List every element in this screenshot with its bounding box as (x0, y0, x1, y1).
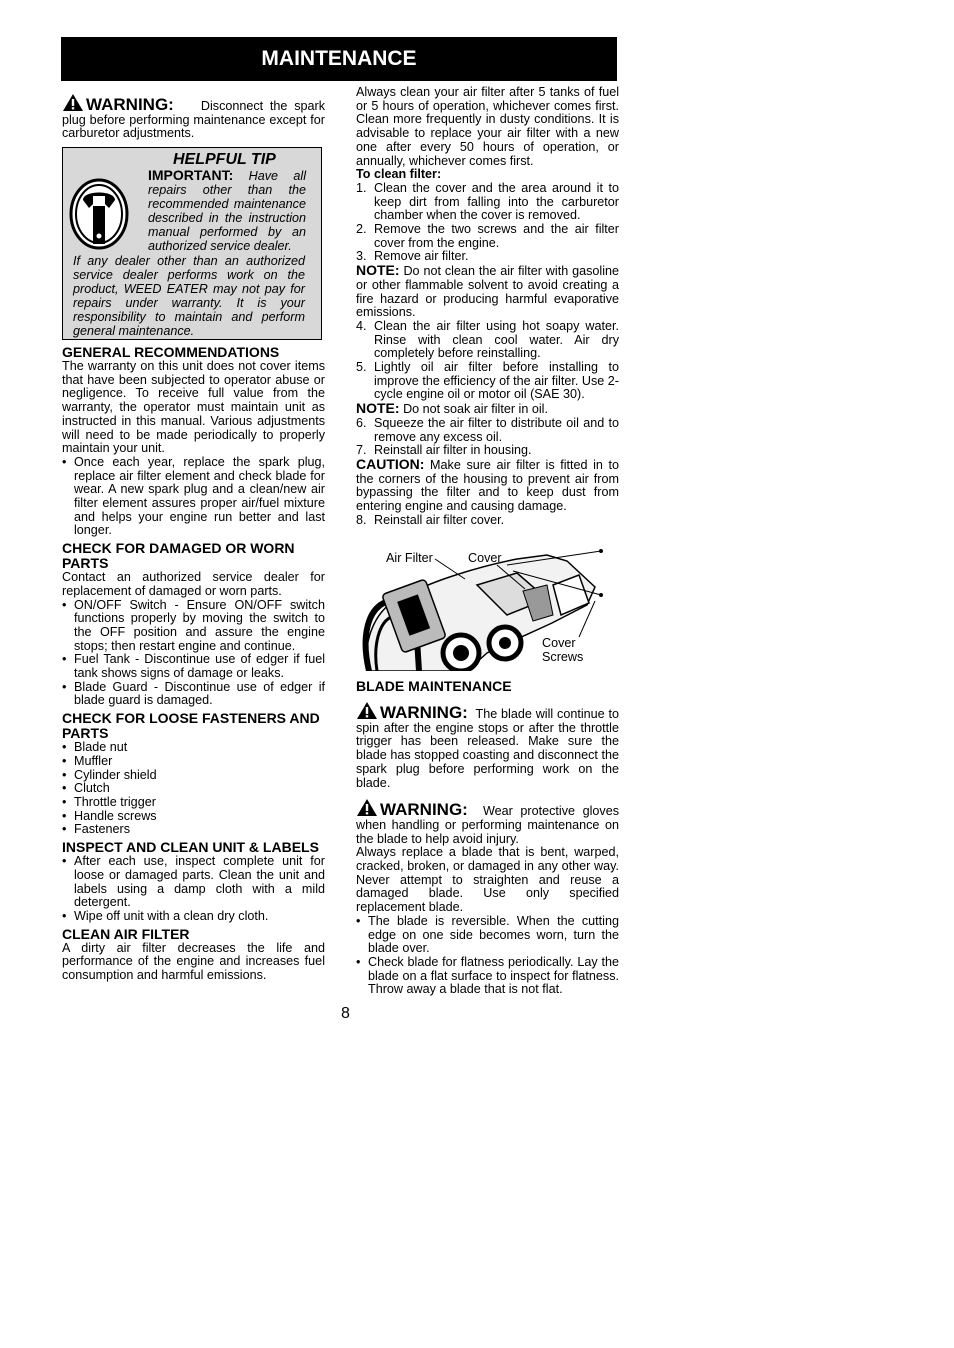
step-item (356, 182, 619, 223)
list-item: • Fuel Tank - Discontinue use of edger if fuel tank shows signs of damage or leaks. (62, 653, 325, 680)
blade-list (356, 915, 619, 997)
caution-text: Make sure air filter is fitted in to the corners of the housing to prevent air from bypassing the filter and to keep dust from entering engine and causing damage. (356, 457, 620, 514)
right-column-top (356, 86, 619, 528)
step-item (356, 223, 619, 250)
warning-text: Wear protective gloves when handling or performing maintenance on the blade to help avoid injury. (356, 804, 619, 846)
note-label: NOTE: (356, 400, 400, 417)
list-item: • Handle screws (62, 810, 325, 824)
inspect-clean-heading: INSPECT AND CLEAN UNIT & LABELS (62, 839, 319, 856)
to-clean-filter-label: To clean filter: (356, 167, 442, 182)
list-item: • Blade Guard - Discontinue use of edger if blade guard is damaged. (62, 681, 325, 708)
list-item: • Throttle trigger (62, 796, 325, 810)
warning-block (62, 93, 325, 141)
air-filter-figure (357, 545, 619, 671)
note-2 (356, 402, 619, 417)
list-item: • Fasteners (62, 823, 325, 837)
clean-air-filter-text: A dirty air filter decreases the life and performance of the engine and increases fuel consumption and harmful emissions. (62, 940, 325, 983)
warning-text: Disconnect the spark plug before performing maintenance except for carburetor adjustments. (62, 99, 325, 141)
caution (356, 455, 620, 514)
clean-air-filter-heading: CLEAN AIR FILTER (62, 925, 190, 942)
list-item: • ON/OFF Switch - Ensure ON/OFF switch functions properly by moving the switch to the OFF position and assure the engine stops; then restart engine and continue. (62, 599, 325, 654)
step-number: 2. (356, 222, 367, 237)
air-filter-label: Air Filter (386, 551, 433, 565)
step-number: 5. (356, 360, 367, 375)
blade-maintenance-heading: BLADE MAINTENANCE (356, 678, 512, 694)
list-item: • Cylinder shield (62, 769, 325, 783)
list-item: • Once each year, replace the spark plug, replace air filter element and check blade for wear. A new spark plug and a clean/new air filter element assures proper air/fuel mixture and helps your engine run better and last longer. (62, 456, 325, 538)
air-filter-intro: Always clean your air filter after 5 tanks of fuel or 5 hours of operation, whichever comes first. Clean more frequently in dusty conditions. It is advisable to replace your air filter with a new one after every 50 hours of operation, or annually, whichever comes first. (356, 85, 619, 168)
list-item: • Blade nut (62, 741, 325, 755)
inspect-clean-list (62, 855, 325, 924)
list-item: • Clutch (62, 782, 325, 796)
general-recommendations-list (62, 456, 325, 538)
step-item (356, 320, 619, 361)
step-text: Lightly oil air filter before installing to improve the efficiency of the air filter. Use 2-cycle engine oil or motor oil (SAE 30). (374, 360, 619, 402)
step-item (356, 417, 619, 444)
steps-list-d (356, 514, 619, 528)
step-text: Clean the cover and the area around it to keep dirt from falling into the carburetor chamber when the cover is removed. (374, 180, 619, 223)
step-number: 7. (356, 443, 367, 458)
loose-fasteners-list (62, 741, 325, 837)
warning-triangle-icon (356, 798, 378, 817)
warning-label: WARNING: (86, 95, 174, 114)
step-item (356, 444, 619, 458)
list-item: • After each use, inspect complete unit for loose or damaged parts. Clean the unit and labels using a damp cloth with a mild detergent. (62, 855, 325, 910)
cover-screws-label-line2: Screws (542, 650, 584, 664)
warning-label: WARNING: (380, 800, 468, 820)
warning-text: The blade will continue to spin after the engine stops or after the throttle trigger has been released. Make sure the blade has stopped coasting and disconnect the spark plug before performing work on the blade. (356, 707, 619, 790)
helpful-tip-title: HELPFUL TIP (173, 151, 276, 168)
step-number: 4. (356, 318, 367, 333)
list-item: • The blade is reversible. When the cutting edge on one side becomes worn, turn the blade over. (356, 915, 619, 956)
damaged-parts-heading: CHECK FOR DAMAGED OR WORN PARTS (62, 540, 295, 572)
tip-text: If any dealer other than an authorized service dealer performs work on the product, WEED EATER may not pay for repairs under warranty. It is your responsibility to maintain and perform general maintenance. (73, 254, 305, 338)
steps-list-b (356, 320, 619, 402)
step-text: Squeeze the air filter to distribute oil and to remove any excess oil. (374, 415, 619, 444)
step-text: Remove the two screws and the air filter cover from the engine. (374, 222, 619, 250)
caution-label: CAUTION: (356, 455, 425, 472)
blade-maintenance (356, 679, 619, 997)
steps-list-a (356, 182, 619, 264)
damaged-parts-list (62, 599, 325, 709)
note-label: NOTE: (356, 262, 400, 279)
warning-triangle-icon (356, 701, 378, 720)
damaged-parts-text: Contact an authorized service dealer for replacement of damaged or worn parts. (62, 570, 325, 598)
note-1 (356, 264, 619, 320)
step-text: Reinstall air filter in housing. (374, 443, 532, 458)
warning-triangle-icon (62, 93, 84, 112)
list-item: • Wipe off unit with a clean dry cloth. (62, 910, 325, 924)
helpful-tip-box (62, 147, 322, 340)
page-number: 8 (341, 1005, 350, 1022)
steps-list-c (356, 417, 619, 458)
blade-warning-1 (356, 701, 619, 790)
step-text: Reinstall air filter cover. (374, 512, 505, 527)
loose-fasteners-heading: CHECK FOR LOOSE FASTENERS AND PARTS (62, 710, 320, 742)
step-number: 6. (356, 415, 367, 430)
general-recommendations-heading: GENERAL RECOMMENDATIONS (62, 344, 280, 360)
step-text: Remove air filter. (374, 249, 469, 264)
left-column (62, 345, 325, 983)
wrench-icon (69, 178, 129, 250)
step-item (356, 250, 619, 264)
cover-label: Cover (468, 551, 502, 565)
step-item (356, 361, 619, 402)
note-text: Do not clean the air filter with gasoline or other flammable solvent to avoid creating a fire hazard or producing harmful evaporative emissions. (356, 264, 619, 320)
blade-replace-text: Always replace a blade that is bent, warped, cracked, broken, or damaged in any other way. Never attempt to straighten and reuse a damaged blade. Use only specified replacement blade. (356, 845, 619, 915)
page-title-text: MAINTENANCE (261, 47, 417, 70)
blade-warning-2 (356, 798, 619, 846)
step-number: 1. (356, 180, 367, 195)
note-text: Do not soak air filter in oil. (403, 402, 548, 417)
step-number: 8. (356, 512, 367, 527)
warning-label: WARNING: (380, 703, 468, 722)
important-label: IMPORTANT: (148, 167, 234, 183)
page-title (61, 37, 617, 81)
important-note (148, 169, 306, 253)
general-recommendations-text: The warranty on this unit does not cover items that have been subjected to operator abuse or negligence. To receive full value from the warranty, the operator must maintain unit as instructed in this manual. Various adjustments will need to be made periodically to properly maintain your unit. (62, 359, 325, 456)
list-item: • Check blade for flatness periodically. Lay the blade on a flat surface to inspect for flatness. Throw away a blade that is not flat. (356, 956, 619, 997)
step-item (356, 514, 619, 528)
important-text: Have all repairs other than the recommended maintenance described in the instruction manual performed by an authorized service dealer. (148, 169, 307, 253)
step-number: 3. (356, 249, 367, 264)
step-text: Clean the air filter using hot soapy water. Rinse with clean cool water. Air dry completely before reinstalling. (374, 318, 619, 361)
list-item: • Muffler (62, 755, 325, 769)
cover-screws-label-line1: Cover (542, 636, 576, 650)
